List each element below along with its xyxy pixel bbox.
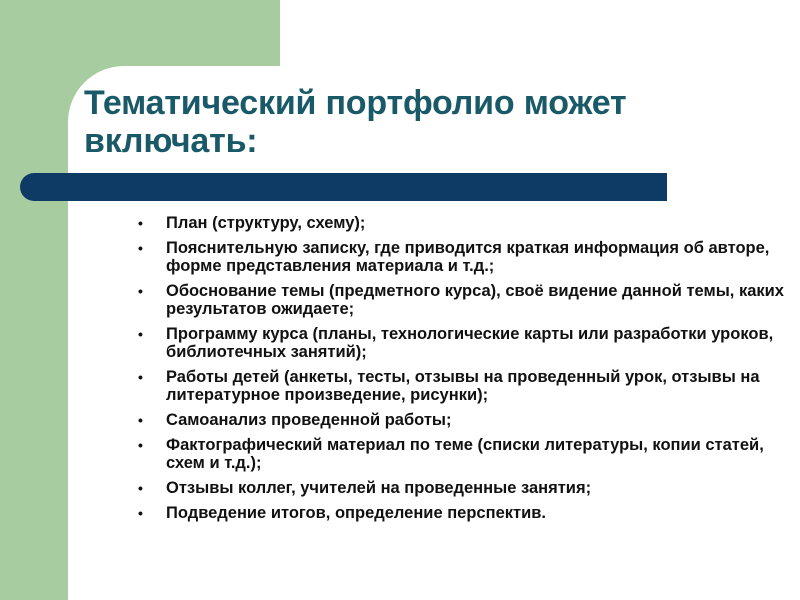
list-item-text: Самоанализ проведенной работы;	[166, 411, 452, 429]
list-item	[136, 411, 796, 429]
list-item	[136, 479, 796, 497]
list-item-text: Программу курса (планы, технологические карты или разработки уроков, библиотечных занятий);	[166, 325, 774, 361]
bullet-icon: •	[138, 326, 143, 342]
list-item	[136, 325, 796, 361]
list-item-text: Обоснование темы (предметного курса), своё видение данной темы, каких результатов ожидаете;	[166, 282, 784, 318]
list-item-text: Работы детей (анкеты, тесты, отзывы на проведенный урок, отзывы на литературное произведение, рисунки);	[166, 368, 760, 404]
bullet-icon: •	[138, 369, 143, 385]
list-item-text: Фактографический материал по теме (списки литературы, копии статей, схем и т.д.);	[166, 436, 764, 472]
bullet-list	[136, 214, 796, 529]
list-item	[136, 214, 796, 232]
list-item-text: План (структуру, схему);	[166, 214, 366, 232]
list-item	[136, 282, 796, 318]
list-item-text: Пояснительную записку, где приводится краткая информация об авторе, форме представления материала и т.д.;	[166, 239, 770, 275]
title-underline-bar	[20, 173, 667, 201]
bullet-icon: •	[138, 240, 143, 256]
list-item	[136, 504, 796, 522]
bullet-icon: •	[138, 437, 143, 453]
list-item	[136, 368, 796, 404]
bullet-icon: •	[138, 215, 143, 231]
list-item-text: Подведение итогов, определение перспектив.	[166, 504, 546, 522]
list-item	[136, 436, 796, 472]
slide-title: Тематический портфолио может включать:	[84, 84, 627, 160]
list-item-text: Отзывы коллег, учителей на проведенные занятия;	[166, 479, 592, 497]
bullet-icon: •	[138, 480, 143, 496]
list-item	[136, 239, 796, 275]
bullet-icon: •	[138, 505, 143, 521]
bullet-icon: •	[138, 412, 143, 428]
bullet-icon: •	[138, 283, 143, 299]
